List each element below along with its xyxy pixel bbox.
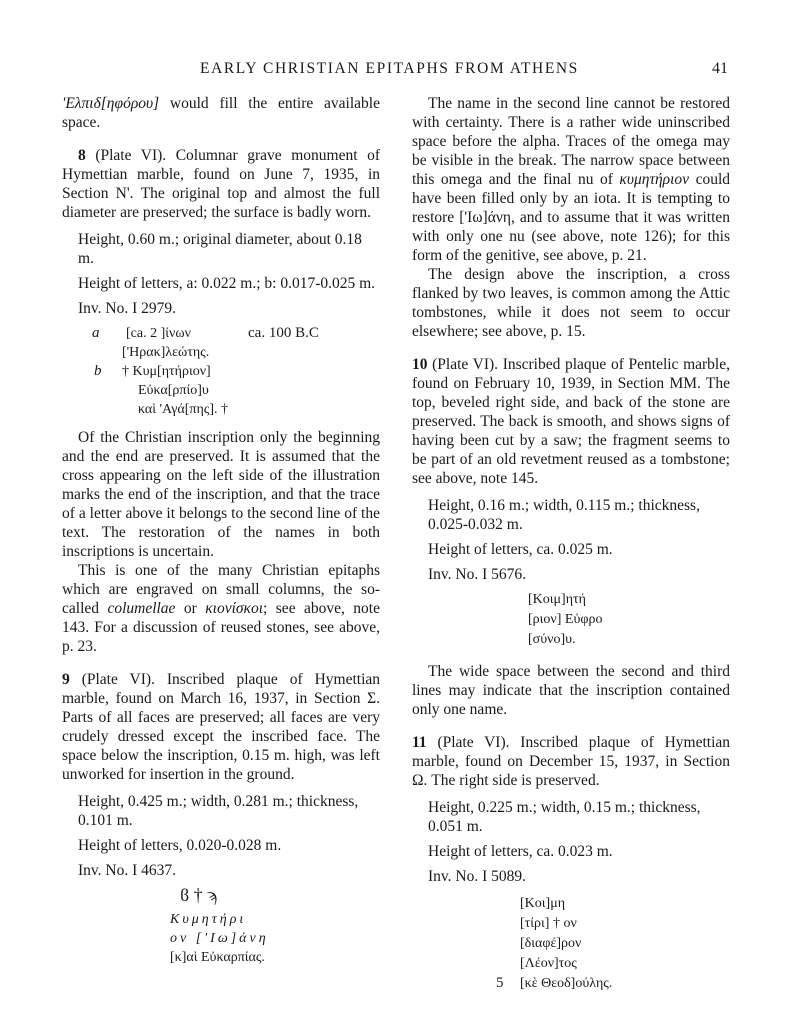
inscription-11-line-1: [Κοι]μη: [520, 896, 566, 911]
entry-11-height: Height, 0.225 m.; width, 0.15 m.; thickness, 0.051 m.: [428, 799, 701, 835]
entry-9-description: [62, 670, 380, 784]
entry-8-inscription: [62, 322, 380, 418]
entry-9-commentary-2: The design above the inscription, a cross flanked by two leaves, is common among the Attic tombstones, while it does not seem to occur elsewhere; see above, p. 15.: [412, 266, 730, 340]
entry-10-letters: Height of letters, ca. 0.025 m.: [428, 541, 613, 558]
running-title: EARLY CHRISTIAN EPITAPHS FROM ATHENS: [200, 60, 579, 77]
carry-over-greek: 'Ελπιδ[ηφόρου]: [62, 95, 160, 112]
entry-10-description: [412, 355, 730, 488]
inscription-a-line-2: ['Ηρακ]λεώτης.: [122, 345, 210, 360]
entry-11-inscription: [412, 894, 730, 994]
inscription-10-line-3: [σύνο]υ.: [528, 632, 576, 647]
para2-start: This is one of the many Christian epitaphs which are engraved on small columns, the so-called: [62, 562, 380, 617]
entry-8-text: (Plate VI). Columnar grave monument of Hymettian marble, found on June 7, 1935, in Section Ν'. The original top and almost the full diameter are preserved; the surface is badly worn.: [62, 147, 381, 221]
entry-8-inv: Inv. No. I 2979.: [78, 300, 177, 317]
inscription-11-line-number: 5: [496, 975, 504, 991]
entry-9-inv: Inv. No. I 4637.: [78, 862, 177, 879]
inscription-10-line-1: [Κοιμ]ητή: [528, 592, 586, 607]
r-para1-greek1: κυμητήριον: [619, 171, 690, 188]
entry-9-commentary: [412, 94, 730, 265]
entry-9-text: (Plate VI). Inscribed plaque of Hymettian marble, found on March 16, 1937, in Section Σ. Parts of all faces are preserved; all faces are very crudely dressed except the inscribed face. The space below the inscription, 0.15 m. high, was left unworked for insertion in the ground.: [62, 671, 381, 783]
entry-10-height: Height, 0.16 m.; width, 0.115 m.; thickness, 0.025-0.032 m.: [428, 497, 700, 533]
entry-11-description: [412, 733, 730, 790]
entry-8-description: [62, 146, 380, 222]
entry-10-number: 10: [412, 356, 428, 373]
left-column: [62, 94, 380, 966]
entry-8-commentary-2: [62, 561, 380, 656]
inscription-9-line-1: Κυμητήρι: [170, 912, 247, 927]
para2-or: or: [175, 600, 206, 617]
entry-8-letters: Height of letters, a: 0.022 m.; b: 0.017-0.025 m.: [78, 275, 376, 292]
r-para1-c: , and to assume that it was written with only one nu (see above, note 126); for this form of the genitive, see above, p. 21.: [412, 209, 731, 264]
entry-11-text: (Plate VI). Inscribed plaque of Hymettian marble, found on December 15, 1937, in Section Ω. The right side is preserved.: [412, 734, 731, 789]
carry-over-text: would fill the entire available space.: [62, 95, 380, 131]
inscription-10-line-2: [ριον] Εὐφρο: [528, 612, 603, 627]
inscription-11-line-3: [διαφέ]ρον: [520, 936, 582, 951]
term-kioniskoi: κιονίσκοι: [205, 600, 264, 617]
entry-11-inv: Inv. No. I 5089.: [428, 868, 527, 885]
page-number: 41: [712, 60, 728, 77]
entry-8-commentary: Of the Christian inscription only the beginning and the end are preserved. It is assumed that the cross appearing on the left side of the illustration marks the end of the inscription, and that the trace of a letter above it belongs to the second line of the text. The restoration of the names in both inscriptions is uncertain.: [62, 429, 380, 560]
entry-8-number: 8: [78, 147, 86, 164]
r-para1-b: could have been filled only by an iota. It is tempting to restore: [412, 171, 731, 226]
label-a: a: [92, 325, 100, 341]
label-b: b: [94, 363, 102, 379]
entry-10-inv: Inv. No. I 5676.: [428, 566, 527, 583]
running-header: [0, 60, 792, 82]
entry-11-letters: Height of letters, ca. 0.023 m.: [428, 843, 613, 860]
inscription-11-line-4: [Λέον]τος: [520, 956, 577, 971]
inscription-9-line-2: ον ['Ιω]άνη: [170, 931, 269, 946]
inscription-9-line-3: [κ]αὶ Εὐκαρπίας.: [170, 950, 265, 965]
entry-9-height: Height, 0.425 m.; width, 0.281 m.; thickness, 0.101 m.: [78, 793, 359, 829]
r-para1-a: The name in the second line cannot be restored with certainty. There is a rather wide uninscribed space before the alpha. Traces of the omega may be visible in the break. The narrow space between this omega and the final nu of: [412, 95, 730, 188]
inscription-b-line-1: † Κυμ[ητήριον]: [122, 364, 211, 379]
inscription-a-line-1: [ca. 2 ]ίνων: [126, 326, 191, 341]
carry-over-paragraph: [62, 94, 380, 132]
inscription-9-ornament: ϐ † ϡ: [180, 885, 218, 905]
term-columellae: columellae: [107, 600, 176, 617]
inscription-11-line-2: [τίρι] † ον: [520, 916, 577, 931]
inscription-11-line-5: [κὲ Θεοδ]ούλης.: [520, 976, 613, 991]
entry-8-height: Height, 0.60 m.; original diameter, about 0.18 m.: [78, 231, 362, 267]
r-para1-greek2: ['Ιω]άνη: [459, 209, 511, 226]
entry-10-text: (Plate VI). Inscribed plaque of Pentelic marble, found on February 10, 1939, in Section MM. The top, beveled right side, and back of the stone are preserved. The back is smooth, and shows signs of having been cut by a saw; the fragment seems to be part of an old revetment reused as a tombstone; see above, note 145.: [412, 356, 730, 487]
right-column: [412, 94, 730, 994]
para2-end: ; see above, note 143. For a discussion of reused stones, see above, p. 23.: [62, 600, 380, 655]
inscription-b-line-2: Εὐκα[ρπίο]υ: [138, 383, 209, 398]
inscription-a-date: ca. 100 B.C: [248, 325, 319, 341]
entry-9-letters: Height of letters, 0.020-0.028 m.: [78, 837, 282, 854]
entry-10-inscription: [412, 590, 730, 652]
entry-11-number: 11: [412, 734, 427, 751]
entry-10-commentary: The wide space between the second and third lines may indicate that the inscription contained only one name.: [412, 663, 730, 718]
entry-9-inscription: [62, 886, 380, 966]
inscription-b-line-3: καὶ 'Αγά[πης]. †: [138, 402, 228, 417]
entry-9-number: 9: [62, 671, 70, 688]
